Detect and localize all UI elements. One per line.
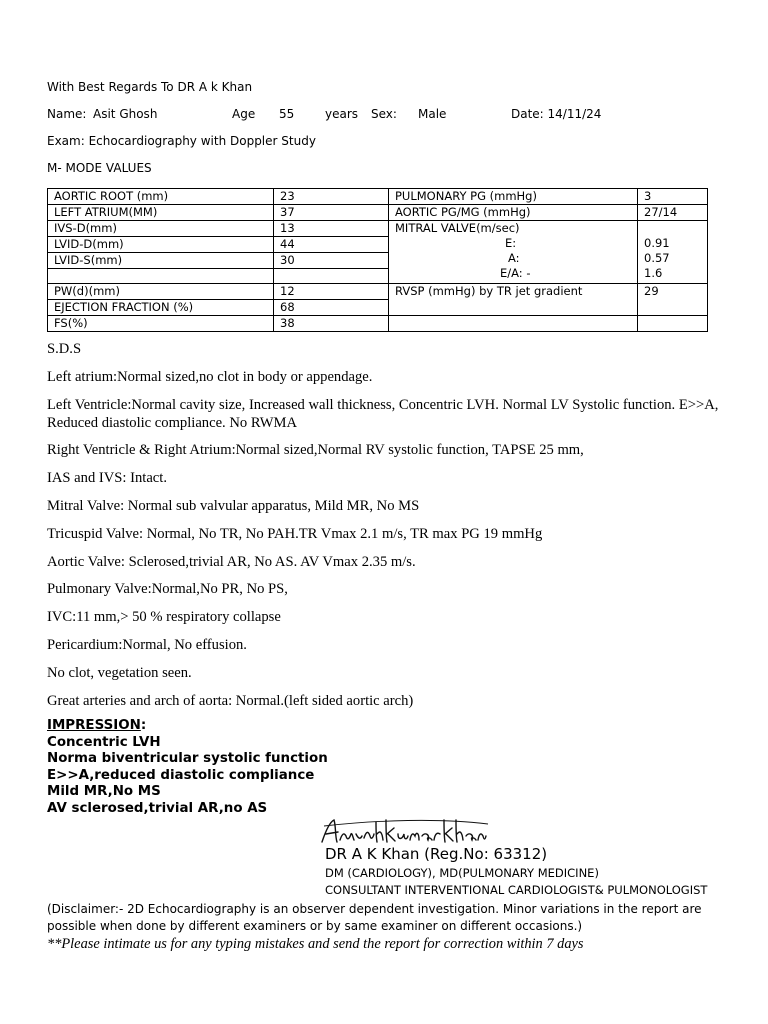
- doctor-title: CONSULTANT INTERVENTIONAL CARDIOLOGIST& PULMONOLOGIST: [325, 883, 708, 897]
- mitral-a-label: A:: [508, 251, 520, 265]
- name-label: Name:: [47, 107, 87, 121]
- table-cell-value: 3: [638, 189, 708, 205]
- patient-sex: Male: [418, 107, 447, 121]
- finding-left-atrium: Left atrium:Normal sized,no clot in body or appendage.: [47, 368, 373, 385]
- age-label: Age: [232, 107, 256, 121]
- sex-label: Sex:: [371, 107, 397, 121]
- table-cell-empty: [274, 269, 389, 284]
- table-cell-label: AORTIC PG/MG (mmHg): [389, 205, 638, 221]
- finding-right-heart: Right Ventricle & Right Atrium:Normal sized,Normal RV systolic function, TAPSE 25 mm,: [47, 442, 584, 459]
- mitral-values-cell: [638, 221, 708, 284]
- table-cell-label: PULMONARY PG (mmHg): [389, 189, 638, 205]
- mitral-valve-label: MITRAL VALVE(m/sec): [395, 221, 520, 235]
- table-cell-label: AORTIC ROOT (mm): [48, 189, 274, 205]
- table-row: [48, 205, 708, 221]
- impression-heading: IMPRESSION:: [47, 718, 147, 733]
- table-cell-value: 44: [274, 237, 389, 253]
- finding-pericardium: Pericardium:Normal, No effusion.: [47, 636, 247, 653]
- sds-line: S.D.S: [47, 341, 82, 357]
- table-cell-value: 30: [274, 253, 389, 269]
- disclaimer: (Disclaimer:- 2D Echocardiography is an observer dependent investigation. Minor variations in the report are possible when done by different examiners or by same examiner on different occasions.): [47, 902, 702, 933]
- table-cell-value: 13: [274, 221, 389, 237]
- doctor-name: DR A K Khan (Reg.No: 63312): [325, 845, 548, 863]
- table-row: [48, 221, 708, 237]
- table-cell-label: PW(d)(mm): [48, 284, 274, 300]
- doctor-degrees: DM (CARDIOLOGY), MD(PULMONARY MEDICINE): [325, 866, 599, 880]
- table-cell-label: LVID-D(mm): [48, 237, 274, 253]
- finding-pulmonary-valve: Pulmonary Valve:Normal,No PR, No PS,: [47, 581, 288, 598]
- mitral-a-value: 0.57: [644, 251, 670, 265]
- table-cell-value: 27/14: [638, 205, 708, 221]
- table-cell-label: EJECTION FRACTION (%): [48, 300, 274, 316]
- table-cell-value: 29: [638, 284, 708, 316]
- finding-tricuspid-valve: Tricuspid Valve: Normal, No TR, No PAH.TR Vmax 2.1 m/s, TR max PG 19 mmHg: [47, 525, 543, 542]
- table-cell-value: 37: [274, 205, 389, 221]
- finding-left-ventricle: Left Ventricle:Normal cavity size, Increased wall thickness, Concentric LVH. Normal LV Systolic function. E>>A, Reduced diastolic compliance. No RWMA: [47, 396, 719, 431]
- finding-mitral-valve: Mitral Valve: Normal sub valvular apparatus, Mild MR, No MS: [47, 497, 420, 514]
- impression-item: AV sclerosed,trivial AR,no AS: [47, 800, 268, 816]
- table-row: [48, 284, 708, 300]
- table-cell-empty: [389, 316, 638, 332]
- doctor-signature: [318, 816, 490, 848]
- table-cell-label: FS(%): [48, 316, 274, 332]
- mitral-e-label: E:: [505, 236, 517, 250]
- correction-note: **Please intimate us for any typing mistakes and send the report for correction within 7 days: [47, 936, 584, 952]
- impression-section: [47, 718, 328, 817]
- finding-clot: No clot, vegetation seen.: [47, 664, 192, 681]
- table-cell-value: 38: [274, 316, 389, 332]
- patient-name: Asit Ghosh: [93, 107, 158, 121]
- mitral-valve-cell: [389, 221, 638, 284]
- table-cell-value: 23: [274, 189, 389, 205]
- impression-item: Mild MR,No MS: [47, 784, 161, 799]
- regards-line: With Best Regards To DR A k Khan: [47, 80, 253, 94]
- patient-age: 55: [279, 107, 295, 121]
- exam-line: Exam: Echocardiography with Doppler Study: [47, 134, 316, 148]
- table-cell-empty: [48, 269, 274, 284]
- mmode-heading: M- MODE VALUES: [47, 161, 152, 175]
- table-cell-value: 68: [274, 300, 389, 316]
- impression-item: Concentric LVH: [47, 734, 161, 750]
- finding-great-arteries: Great arteries and arch of aorta: Normal.(left sided aortic arch): [47, 692, 414, 709]
- years-label: years: [325, 107, 359, 121]
- finding-aortic-valve: Aortic Valve: Sclerosed,trivial AR, No AS. AV Vmax 2.35 m/s.: [47, 553, 416, 570]
- findings-section: [47, 340, 727, 719]
- mitral-ea-value: 1.6: [644, 266, 663, 280]
- impression-item: Norma biventricular systolic function: [47, 751, 328, 766]
- table-cell-label: RVSP (mmHg) by TR jet gradient: [389, 284, 638, 316]
- finding-ivc: IVC:11 mm,> 50 % respiratory collapse: [47, 609, 281, 626]
- mitral-e-value: 0.91: [644, 236, 670, 250]
- table-cell-label: LVID-S(mm): [48, 253, 274, 269]
- mitral-ea-label: E/A: -: [500, 266, 531, 280]
- table-cell-empty: [638, 316, 708, 332]
- finding-ias-ivs: IAS and IVS: Intact.: [47, 470, 167, 487]
- table-cell-value: 12: [274, 284, 389, 300]
- table-cell-label: IVS-D(mm): [48, 221, 274, 237]
- mmode-table: [47, 188, 708, 332]
- impression-item: E>>A,reduced diastolic compliance: [47, 767, 315, 783]
- table-row: [48, 189, 708, 205]
- report-date: Date: 14/11/24: [511, 107, 602, 121]
- table-cell-label: LEFT ATRIUM(MM): [48, 205, 274, 221]
- table-row: [48, 316, 708, 332]
